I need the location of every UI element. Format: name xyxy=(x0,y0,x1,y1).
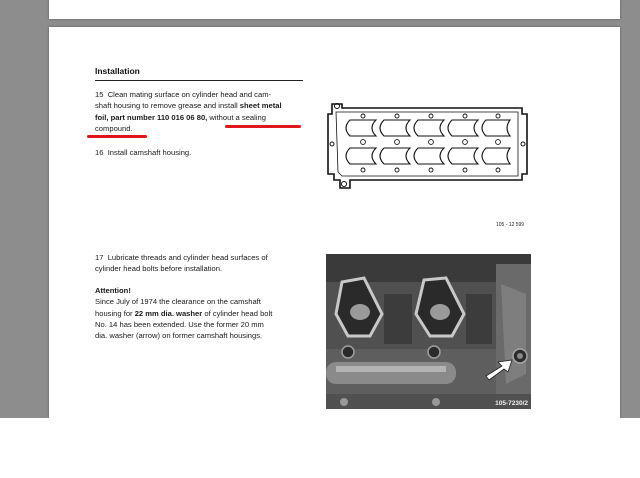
figure-1-code: 105 - 12 599 xyxy=(496,222,525,228)
step-15-line1: Clean mating surface on cylinder head and cam- xyxy=(107,90,272,99)
step-15-line3: without a sealing xyxy=(207,112,266,122)
attention-line3: No. 14 has been extended. Use the former 20 mm xyxy=(95,319,264,329)
attention-line2: housing for xyxy=(95,308,135,318)
step-15-line4: compound. xyxy=(95,123,133,133)
step-16-text: Install camshaft housing. xyxy=(107,148,192,157)
gasket-drawing xyxy=(322,96,530,196)
step-17-line2: cylinder head bolts before installation. xyxy=(95,264,223,274)
red-underline-2 xyxy=(87,135,147,138)
previous-page xyxy=(49,0,620,19)
attention-line2-end: of cylinder head bolt xyxy=(202,308,273,318)
engine-photo-graphic xyxy=(326,254,531,409)
attention-title: Attention! xyxy=(95,286,131,295)
camshaft-housing-photo xyxy=(326,254,531,409)
step-15-line2: shaft housing to remove grease and install xyxy=(95,101,240,111)
step-17-number: 17 xyxy=(95,253,104,262)
step-16-number: 16 xyxy=(95,148,104,157)
heading-rule xyxy=(95,80,303,81)
step-15-part-number: foil, part number 110 016 06 80, xyxy=(95,112,208,122)
viewer-bottom-area xyxy=(0,418,640,478)
red-underline-1 xyxy=(225,125,301,128)
attention-line4: dia. washer (arrow) on former camshaft housings. xyxy=(95,331,263,341)
attention-washer: 22 mm dia. washer xyxy=(134,308,203,318)
step-17-line1: Lubricate threads and cylinder head surfaces of xyxy=(107,253,268,262)
attention-line1: Since July of 1974 the clearance on the camshaft xyxy=(95,297,261,307)
attention-note xyxy=(95,285,310,341)
section-heading: Installation xyxy=(95,66,140,76)
step-15-line2-bold: sheet metal xyxy=(239,101,282,111)
figure-2-code: 105-7230/2 xyxy=(495,400,528,407)
step-15-number: 15 xyxy=(95,90,104,99)
step-16 xyxy=(95,147,191,158)
step-17 xyxy=(95,252,310,275)
